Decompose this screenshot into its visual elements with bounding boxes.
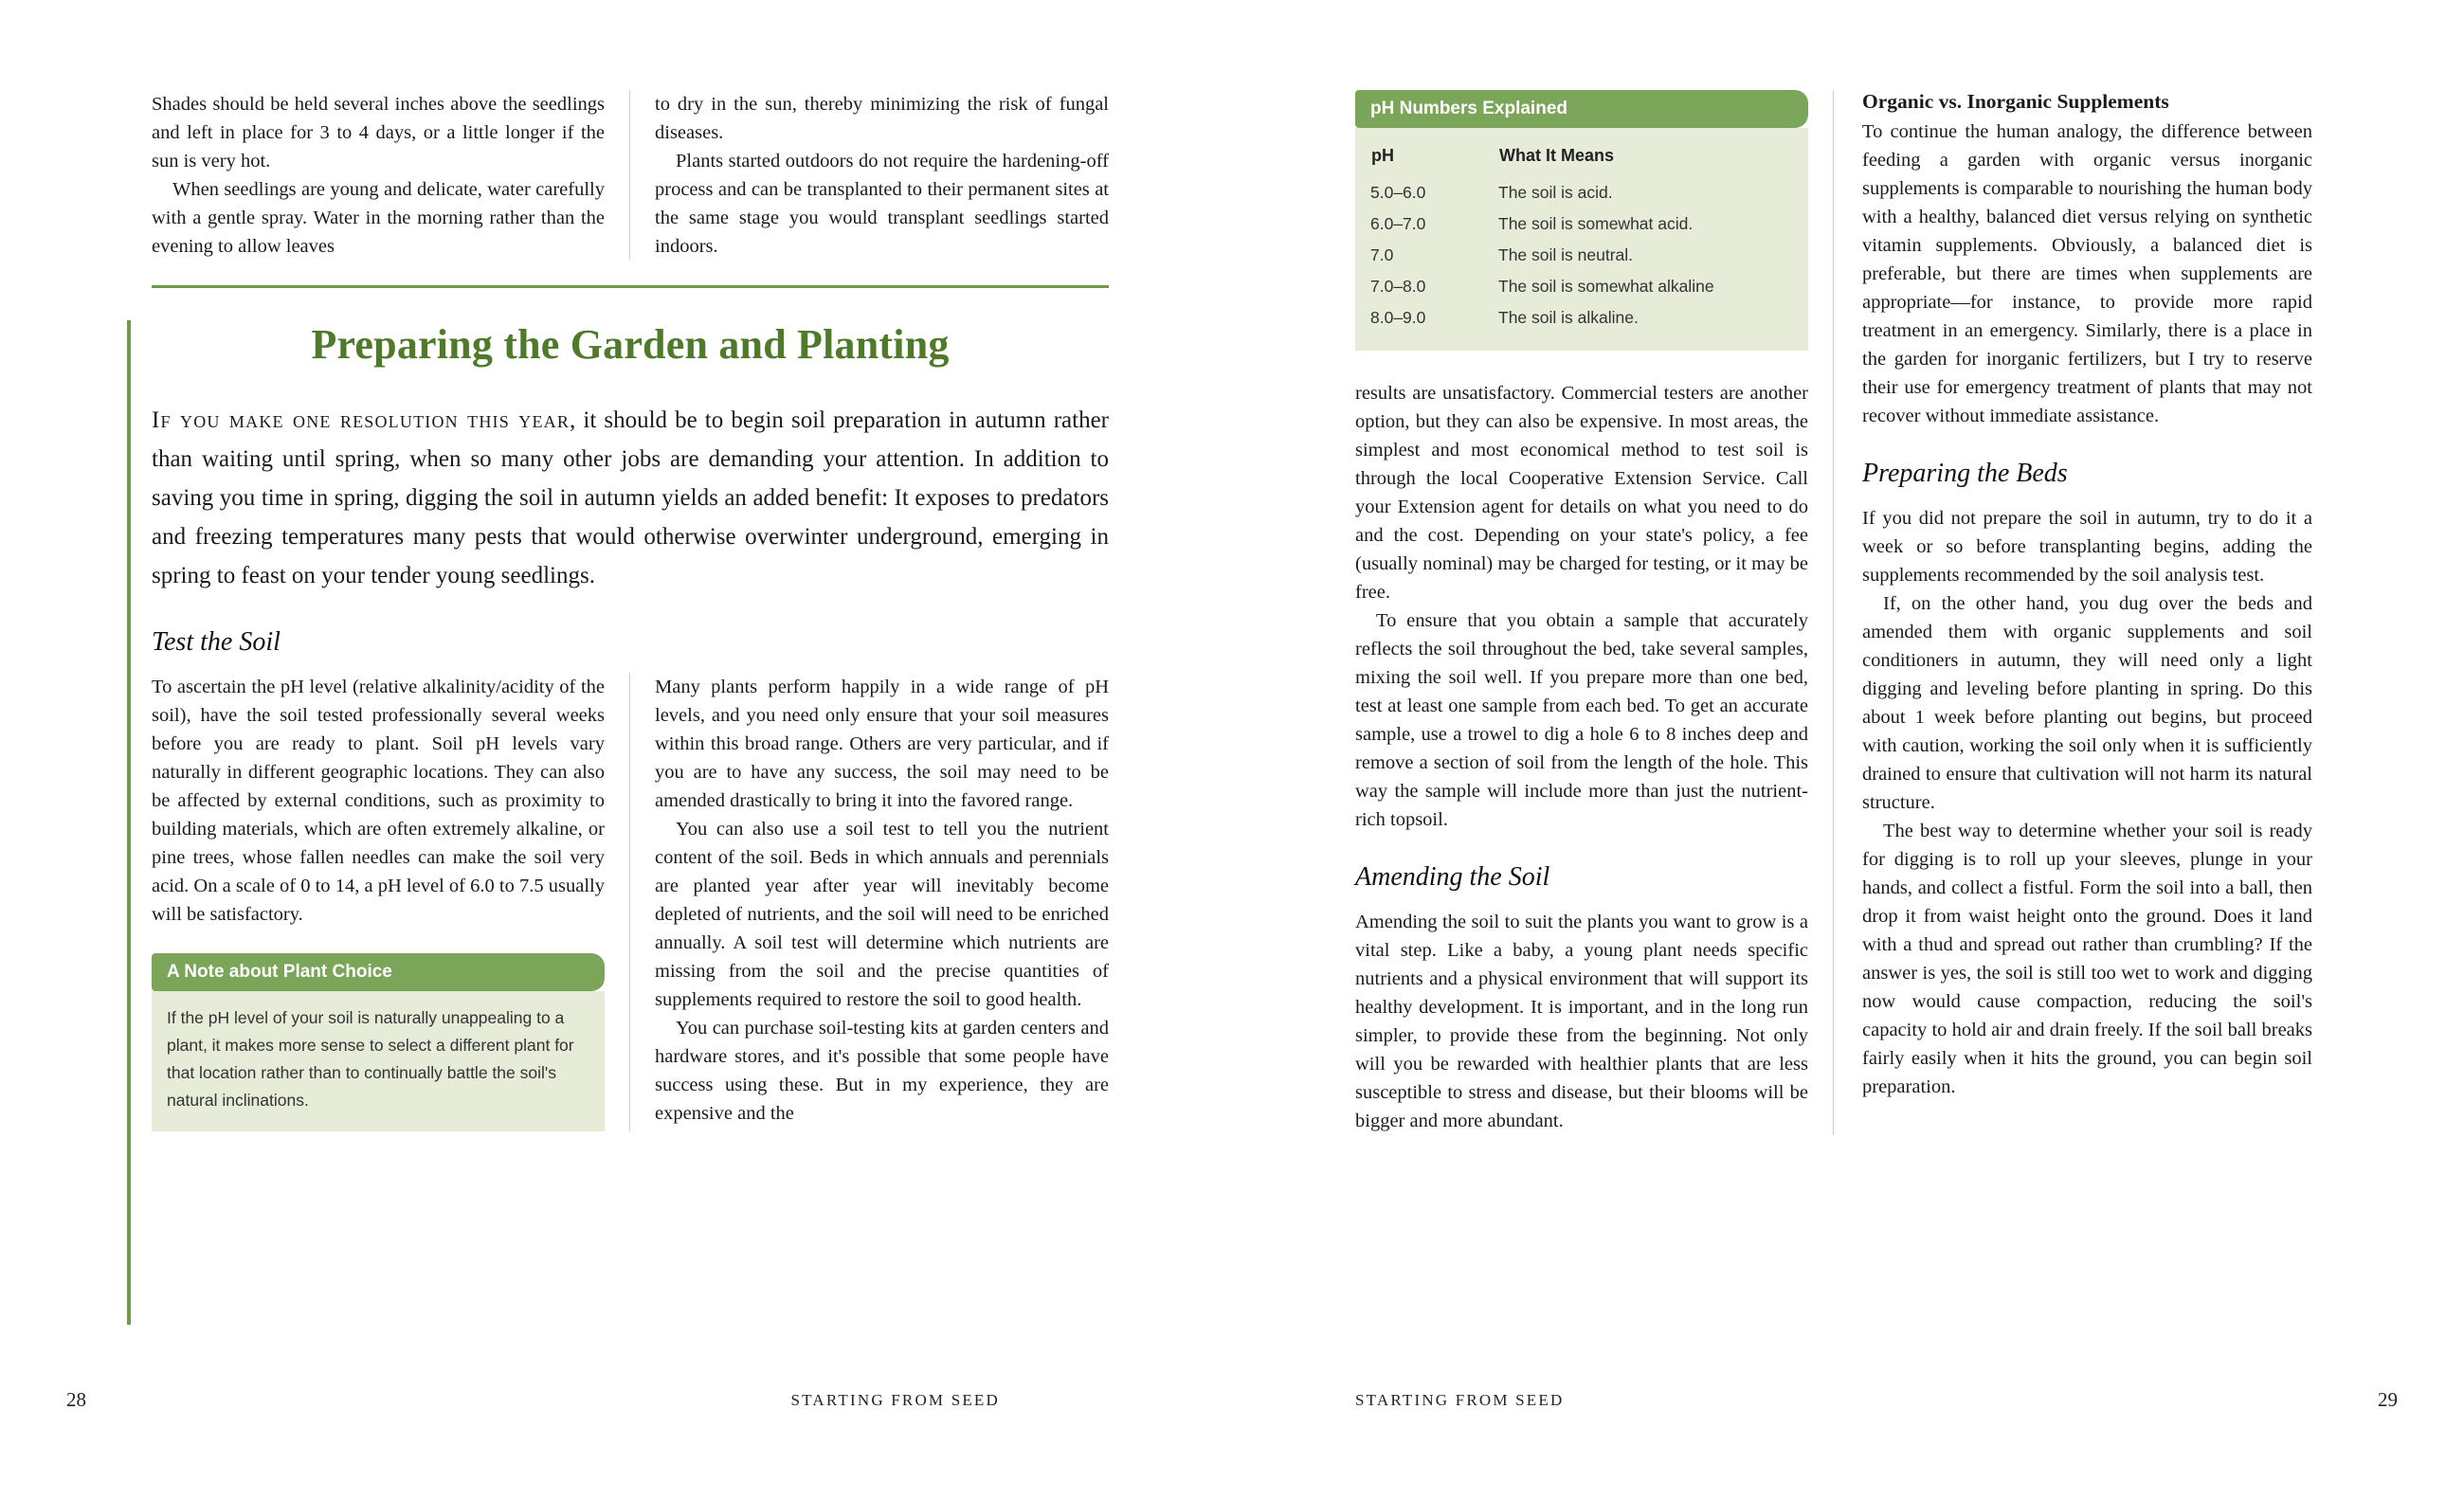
paragraph: If, on the other hand, you dug over the beds and amended them with organic supplements and soil conditioners in autumn, they will need only a light digging and leveling before planting in spring. Do this about 1 week before planting out begins, but proceed with caution, working the soil only when it is sufficiently drained to ensure that cultivation will not harm its natural structure. [1862,593,2312,813]
table-row [1370,302,1793,334]
callout-plant-choice [152,953,605,1131]
body-columns [152,673,1109,1131]
cell-ph: 8.0–9.0 [1370,308,1426,327]
paragraph: Plants started outdoors do not require the hardening-off process and can be transplanted to their permanent sites at the same stage you would transplant seedlings started indoors. [655,151,1109,257]
page-title: Preparing the Garden and Planting [311,321,950,368]
right-page-columns [1355,90,2312,1135]
left-page-content [152,90,1109,1322]
page-number-right: 29 [2378,1388,2398,1411]
top-column-left [152,90,630,261]
paragraph: You can purchase soil-testing kits at garden centers and hardware stores, and it's possible that some people have success using these. But in my experience, they are expensive and the [655,1018,1109,1124]
right-page [1232,0,2464,1500]
paragraph: Amending the soil to suit the plants you want to grow is a vital step. Like a baby, a young plant needs specific nutrients and a physical environment that will support its healthy development. It is important, and in the long run simpler, to provide these from the beginning. Not only will you be rewarded with healthier plants that are less susceptible to stress and disease, but their blooms will be bigger and more abundant. [1355,912,1808,1131]
paragraph: Shades should be held several inches above the seedlings and left in place for 3 to 4 days, or a little longer if the sun is very hot. [152,94,605,172]
table-head [1370,141,1793,177]
callout-title: pH Numbers Explained [1355,90,1808,128]
top-columns [152,90,1109,261]
section-divider-rule [152,285,1109,288]
subsection-title: Test the Soil [152,627,281,657]
spacer [1355,834,1808,862]
cell-meaning: The soil is acid. [1498,183,1613,202]
page-number-left: 28 [66,1388,86,1411]
paragraph: results are unsatisfactory. Commercial testers are another option, but they can also be expensive. In most areas, the simplest and most economical method to test soil is through the local Cooperative Extension Service. Call your Extension agent for details on what you need to do and the cost. Depending on your state's policy, a fee (usually nominal) may be charged for testing, or it may be free. [1355,383,1808,603]
spacer [1862,430,2312,459]
cell-ph: 6.0–7.0 [1370,214,1426,233]
paragraph: You can also use a soil test to tell you the nutrient content of the soil. Beds in which annuals and perennials are planted year after year will inevitably become depleted of nutrients, and the soil will need to be enriched annually. A soil test will determine which nutrients are missing from the soil and the precise quantities of supplements required to restore the soil to good health. [655,819,1109,1010]
lead-rest: , it should be to begin soil preparation in autumn rather than waiting until spring, when so many other jobs are demanding your attention. In addition to saving you time in spring, digging the soil in autumn yields an added benefit: It exposes to predators and freezing temperatures many pests that would otherwise overwinter underground, emerging in spring to feast on your tender young seedlings. [152,407,1109,588]
running-head-left: STARTING FROM SEED [790,1391,1000,1409]
cell-meaning: The soil is somewhat acid. [1498,214,1694,233]
callout-body [1355,128,1808,351]
cell-ph: 5.0–6.0 [1370,183,1426,202]
paragraph: Many plants perform happily in a wide range of pH levels, and you need only ensure that your soil measures within this broad range. Others are very particular, and if you are to have any success, the soil may need to be amended drastically to bring it into the favored range. [655,677,1109,811]
callout-ph-numbers [1355,90,1808,351]
table-body [1370,177,1793,334]
left-green-rule [127,320,131,1325]
paragraph: When seedlings are young and delicate, water carefully with a gentle spray. Water in the morning rather than the evening to allow leaves [152,179,605,257]
subsection-heading-bold: Organic vs. Inorganic Supplements [1862,90,2169,113]
cell-meaning: The soil is somewhat alkaline [1498,277,1714,296]
paragraph: to dry in the sun, thereby minimizing the risk of fungal diseases. [655,94,1109,143]
subsection-title: Preparing the Beds [1862,459,2068,488]
paragraph: To ensure that you obtain a sample that accurately reflects the soil throughout the bed, take several samples, mixing the soil well. If you prepare more than one bed, test at least one sample from each bed. To get an accurate sample, use a trowel to dig a hole 6 to 8 inches deep and remove a section of soil from the length of the hole. This way the sample will include more than just the nutrient-rich topsoil. [1355,610,1808,830]
paragraph: The best way to determine whether your soil is ready for digging is to roll up your sleeves, plunge in your hands, and collect a fistful. Form the soil into a ball, then drop it from waist height onto the ground. Does it land with a thud and spread out rather than crumbling? If the answer is yes, the soil is still too wet to work and digging now would cause compaction, reducing the soil's capacity to hold air and drain freely. If the soil ball breaks fairly easily when it hits the ground, you can begin soil preparation. [1862,821,2312,1097]
body-column-right [630,673,1109,1131]
running-head-right: STARTING FROM SEED [1355,1391,1565,1409]
table-row [1370,177,1793,208]
lead-smallcaps: If you make one resolution this year [152,407,571,433]
column-header-meaning: What It Means [1499,146,1615,165]
cell-meaning: The soil is alkaline. [1498,308,1639,327]
cell-ph: 7.0 [1370,245,1394,264]
table-row [1370,208,1793,240]
cell-ph: 7.0–8.0 [1370,277,1426,296]
paragraph: To ascertain the pH level (relative alkalinity/acidity of the soil), have the soil tested professionally several weeks before you are ready to plant. Soil pH levels vary naturally in different geographic locations. They can also be affected by external conditions, such as proximity to building materials, which are often extremely alkaline, or pine trees, whose fallen needles can make the soil very acid. On a scale of 0 to 14, a pH level of 6.0 to 7.5 usually will be satisfactory. [152,677,605,925]
top-column-right [630,90,1109,261]
cell-meaning: The soil is neutral. [1498,245,1634,264]
table-header-row [1370,141,1793,177]
table-row [1370,271,1793,302]
table-row [1370,240,1793,271]
right-column-left [1355,90,1834,1135]
ph-table [1370,141,1793,334]
spacer [1355,351,1808,379]
column-header-ph: pH [1371,146,1394,165]
subsection-title: Amending the Soil [1355,862,1550,892]
right-page-content [1355,90,2312,1322]
lead-paragraph [152,401,1109,595]
paragraph: If you did not prepare the soil in autumn, try to do it a week or so before transplanting begins, adding the supplements recommended by the soil analysis test. [1862,508,2312,586]
callout-text: If the pH level of your soil is naturally unappealing to a plant, it makes more sense to select a different plant for that location rather than to continually battle the soil's natural inclinations. [167,1008,574,1110]
callout-title: A Note about Plant Choice [152,953,605,991]
paragraph: To continue the human analogy, the difference between feeding a garden with organic versus inorganic supplements is comparable to nourishing the human body with a healthy, balanced diet versus relying on synthetic vitamin supplements. Obviously, a balanced diet is preferable, but there are times when supplements are appropriate—for instance, to provide more rapid treatment in an emergency. Similarly, there is a place in the garden for inorganic fertilizers, but I try to reserve their use for emergency treatment of plants that may not recover without immediate assistance. [1862,121,2312,426]
body-column-left [152,673,630,1131]
callout-body [152,991,605,1131]
right-column-right [1834,90,2312,1135]
